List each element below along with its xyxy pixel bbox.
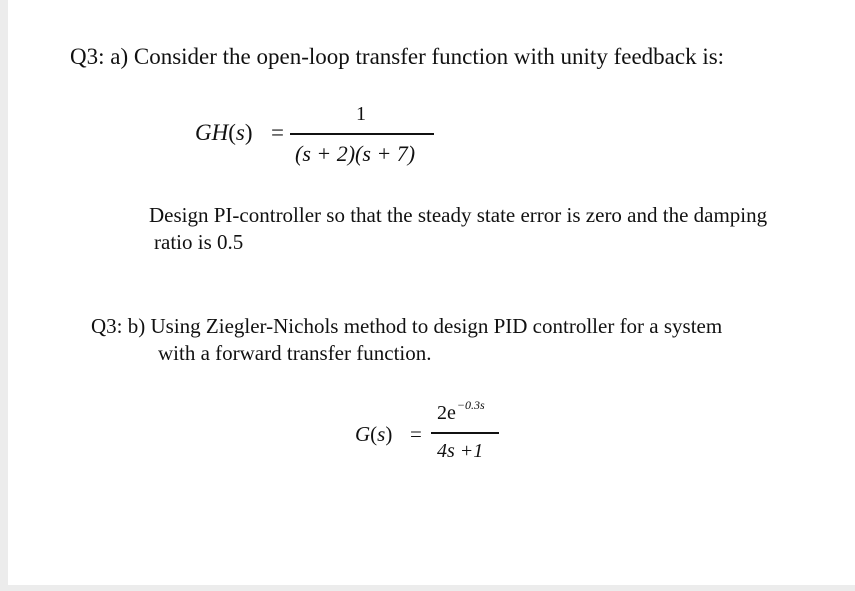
question-b-heading-line2: with a forward transfer function.: [158, 341, 432, 365]
eq-b-lhs-var: s: [377, 422, 386, 446]
eq-b-numerator: [437, 398, 485, 424]
eq-b-equals: =: [410, 422, 422, 446]
eq-b-lhs-func: G: [355, 422, 371, 446]
eq-b-lhs-close-paren: ): [385, 422, 393, 446]
question-a-instruction-line2: ratio is 0.5: [154, 230, 244, 254]
eq-a-lhs-open-paren: (: [228, 120, 236, 145]
eq-b-numerator-exponent: −0.3s: [456, 398, 485, 412]
eq-a-lhs-var: s: [235, 120, 245, 145]
eq-a-lhs-func: GH: [195, 120, 229, 145]
eq-a-denominator: (s + 2)(s + 7): [295, 141, 416, 166]
eq-b-numerator-coef: 2e: [437, 402, 456, 424]
eq-b-denominator: 4s +1: [437, 440, 484, 462]
eq-a-numerator: 1: [356, 103, 366, 125]
question-b-heading-line1: Q3: b) Using Ziegler-Nichols method to design PID controller for a system: [91, 314, 723, 338]
eq-b-lhs: [355, 424, 392, 445]
eq-a-fraction-bar: [290, 133, 434, 135]
bottom-border-strip: [0, 585, 855, 591]
eq-b-fraction-bar: [431, 432, 499, 434]
left-border-strip: [0, 0, 8, 591]
question-a-instruction-line1: Design PI-controller so that the steady state error is zero and the damping: [149, 203, 768, 227]
eq-a-lhs-close-paren: ): [244, 120, 253, 145]
eq-b-lhs-open-paren: (: [370, 422, 378, 446]
question-a-heading: Q3: a) Consider the open-loop transfer function with unity feedback is:: [70, 44, 725, 69]
eq-a-equals: =: [271, 120, 284, 145]
eq-a-lhs: [195, 121, 253, 144]
